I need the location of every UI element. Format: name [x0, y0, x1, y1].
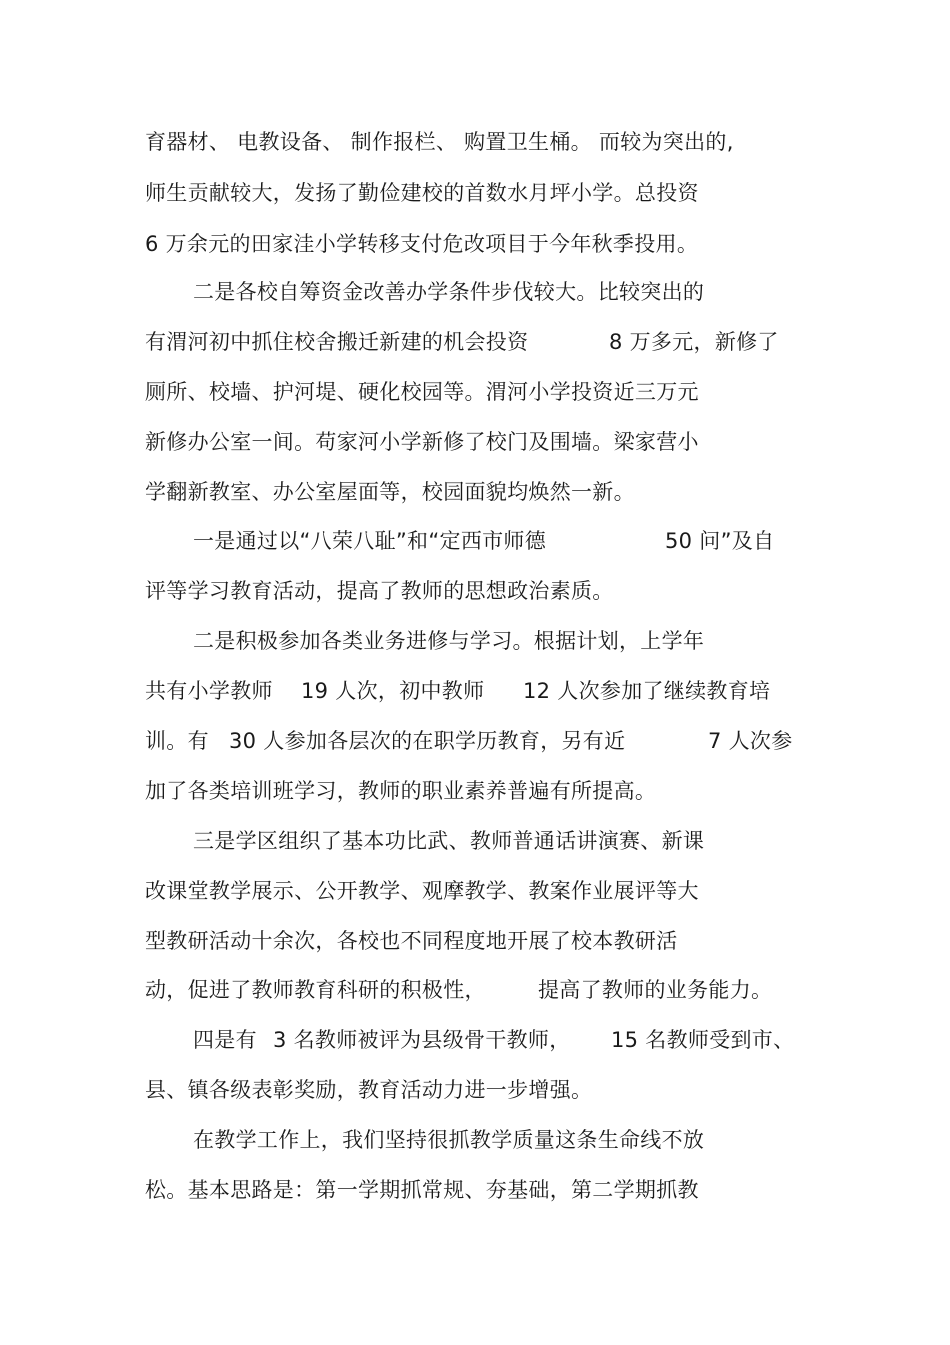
text-segment: 12 人次参加了继续教育培: [523, 679, 771, 703]
text-segment: 共有小学教师: [145, 679, 273, 703]
text-segment: 动，促进了教师教育科研的积极性，: [145, 978, 486, 1002]
text-segment: 四是有: [193, 1028, 257, 1052]
text-line: 厕所、校墙、护河堤、硬化校园等。渭河小学投资近三万元: [145, 380, 699, 404]
text-segment: 提高了教师的业务能力。: [538, 978, 773, 1002]
text-segment: 7 人次参: [708, 729, 793, 753]
text-segment: 一是通过以“八荣八耻”和“定西市师德: [193, 529, 547, 553]
text-segment: 有渭河初中抓住校舍搬迁新建的机会投资: [145, 330, 529, 354]
text-line: 县、镇各级表彰奖励，教育活动力进一步增强。: [145, 1078, 593, 1102]
paragraph-first-line: 三是学区组织了基本功比武、教师普通话讲演赛、新课: [193, 829, 705, 853]
text-segment: 8 万多元，新修了: [609, 330, 779, 354]
text-segment: 19 人次，初中教师: [301, 679, 485, 703]
text-line: 新修办公室一间。苟家河小学新修了校门及围墙。梁家营小: [145, 430, 699, 454]
text-line: 型教研活动十余次，各校也不同程度地开展了校本教研活: [145, 929, 678, 953]
text-line: 加了各类培训班学习，教师的职业素养普遍有所提高。: [145, 779, 657, 803]
text-line: 师生贡献较大，发扬了勤俭建校的首数水月坪小学。总投资: [145, 181, 699, 205]
text-line: 改课堂教学展示、公开教学、观摩教学、教案作业展评等大: [145, 879, 699, 903]
paragraph-first-line: 二是各校自筹资金改善办学条件步伐较大。比较突出的: [193, 280, 705, 304]
text-line: 6 万余元的田家洼小学转移支付危改项目于今年秋季投用。: [145, 232, 699, 256]
text-line: 松。基本思路是：第一学期抓常规、夯基础，第二学期抓教: [145, 1178, 699, 1202]
paragraph-first-line: 在教学工作上，我们坚持很抓教学质量这条生命线不放: [193, 1128, 705, 1152]
paragraph-first-line: 二是积极参加各类业务进修与学习。根据计划，上学年: [193, 629, 705, 653]
text-segment: 训。有: [145, 729, 209, 753]
text-line: 育器材、 电教设备、 制作报栏、 购置卫生桶。 而较为突出的,: [145, 130, 734, 154]
text-segment: 30 人参加各层次的在职学历教育，另有近: [229, 729, 626, 753]
text-segment: 3 名教师被评为县级骨干教师，: [273, 1028, 571, 1052]
text-line: 评等学习教育活动，提高了教师的思想政治素质。: [145, 579, 614, 603]
text-segment: 15 名教师受到市、: [611, 1028, 795, 1052]
text-line: 学翻新教室、办公室屋面等，校园面貌均焕然一新。: [145, 480, 635, 504]
text-segment: 50 问”及自: [665, 529, 775, 553]
